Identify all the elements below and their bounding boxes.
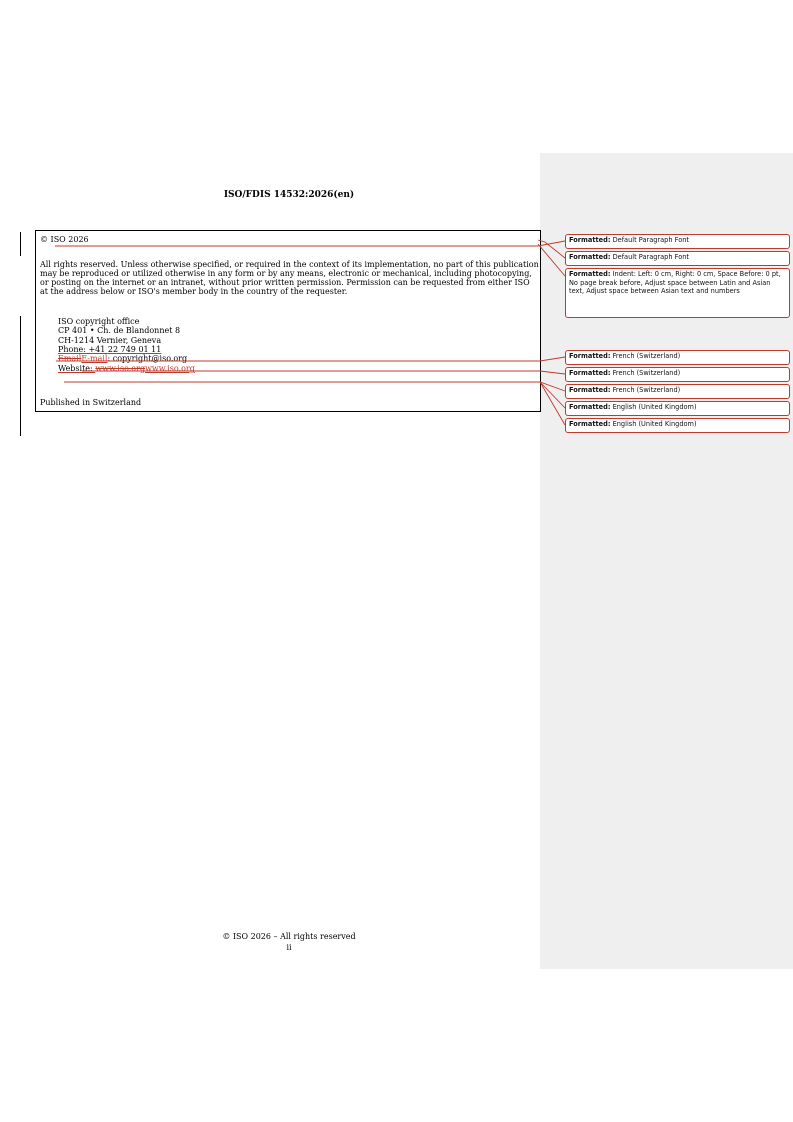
- page-number: ii: [286, 943, 292, 952]
- office-name: ISO copyright office: [58, 317, 140, 326]
- copyright-line: © ISO 2026: [40, 235, 89, 244]
- comment-balloon[interactable]: Formatted: French (Switzerland): [565, 384, 790, 399]
- rights-line-1: All rights reserved. Unless otherwise specified, or required in the context of its implementation, no part of this publication: [40, 260, 539, 269]
- comment-balloon[interactable]: Formatted: Default Paragraph Font: [565, 234, 790, 249]
- footer-copyright: © ISO 2026 – All rights reserved: [222, 932, 356, 941]
- website-label: Website:: [58, 364, 96, 373]
- published-line: Published in Switzerland: [40, 398, 142, 407]
- comment-balloon[interactable]: Formatted: Indent: Left: 0 cm, Right: 0 cm, Space Before: 0 pt, No page break before, Adjust space between Latin and Asian text, Adjust space between Asian text and numbers: [565, 268, 790, 318]
- rights-line-3: or posting on the internet or an intranet, without prior written permission. Permission can be requested from either ISO: [40, 278, 530, 287]
- rights-line-4: at the address below or ISO's member body in the country of the requester.: [40, 287, 348, 296]
- comment-balloon[interactable]: Formatted: French (Switzerland): [565, 367, 790, 382]
- document-id-header: ISO/FDIS 14532:2026(en): [223, 190, 355, 200]
- email-deleted: Email: [58, 354, 82, 363]
- phone-line: Phone: +41 22 749 01 11: [58, 345, 162, 354]
- email-rest: : copyright@iso.org: [107, 354, 188, 363]
- city-address: CH-1214 Vernier, Geneva: [58, 336, 162, 345]
- comment-balloon[interactable]: Formatted: English (United Kingdom): [565, 418, 790, 433]
- rights-line-2: may be reproduced or utilized otherwise in any form or by any means, electronic or mechanical, including photocopying,: [40, 269, 532, 278]
- comment-balloon[interactable]: Formatted: French (Switzerland): [565, 350, 790, 365]
- comment-balloon[interactable]: Formatted: English (United Kingdom): [565, 401, 790, 416]
- email-inserted: E-mail: [81, 354, 108, 363]
- website-inserted-link[interactable]: www.iso.org: [145, 364, 195, 373]
- comment-balloon[interactable]: Formatted: Default Paragraph Font: [565, 251, 790, 266]
- website-deleted-link[interactable]: www.iso.org: [95, 364, 146, 373]
- street-address: CP 401 • Ch. de Blandonnet 8: [58, 326, 181, 335]
